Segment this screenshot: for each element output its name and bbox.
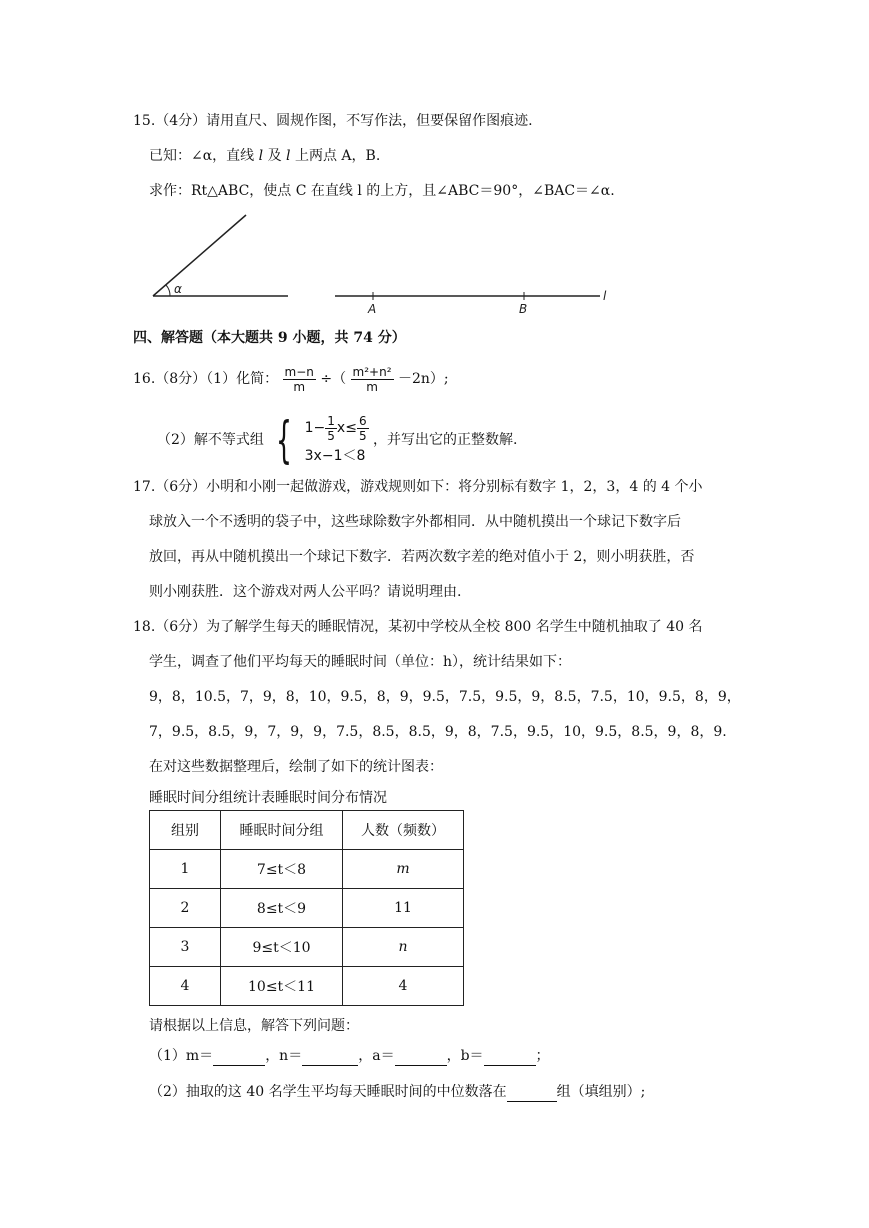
q16-ineq1-rhs xyxy=(357,414,369,443)
q17-line3: 放回，再从中随机摸出一个球记下数字．若两次数字差的绝对值小于 2，则小明获胜，否 xyxy=(149,549,695,565)
table-cell: 11 xyxy=(343,889,464,928)
q16-ineq1-frac-den: 5 xyxy=(327,428,335,443)
q18-sub1-end: ； xyxy=(535,1048,550,1064)
sleep-distribution-table xyxy=(149,810,464,1006)
q16-ineq2: 3x−1＜8 xyxy=(304,448,366,464)
q16-p2-prefix: （2）解不等式组 xyxy=(157,432,264,448)
q18-line5: 在对这些数据整理后，绘制了如下的统计图表： xyxy=(149,759,443,775)
table-cell: 4 xyxy=(343,967,464,1006)
answer-blank-a[interactable] xyxy=(395,1049,447,1066)
q18-sub1-a-label: ，a＝ xyxy=(358,1048,395,1064)
q15-figure xyxy=(140,205,620,320)
table-cell: 7≤t＜8 xyxy=(221,850,343,889)
q16-brace: { xyxy=(276,411,293,469)
q16-p2-tail: ，并写出它的正整数解. xyxy=(373,432,518,448)
q16-part1 xyxy=(133,362,449,396)
table-header: 睡眠时间分组 xyxy=(221,811,343,850)
line-l-label: l xyxy=(603,289,607,303)
q16-ineq1-frac-num: 1 xyxy=(327,413,335,428)
q17-line1: 17.（6分）小明和小刚一起做游戏，游戏规则如下：将分别标有数字 1，2，3，4 的 4 个小 xyxy=(133,479,703,495)
q16-p1-prefix: 16.（8分）（1）化简： xyxy=(133,371,279,387)
q16-ineq1-b: x≤ xyxy=(336,420,357,436)
table-cell: n xyxy=(343,928,464,967)
point-a-label: A xyxy=(368,302,377,316)
section-heading: 四、解答题（本大题共 9 小题，共 74 分） xyxy=(133,330,406,346)
q16-ineq1-frac xyxy=(325,414,337,443)
q15-line1: 15.（4分）请用直尺、圆规作图，不写作法，但要保留作图痕迹. xyxy=(133,113,533,129)
q18-sub1-n-label: ，n＝ xyxy=(265,1048,303,1064)
q18-data-line1: 9，8，10.5，7，9，8，10，9.5，8，9，9.5，7.5，9.5，9，8.5，7.5，10，9.5，8，9， xyxy=(149,689,741,705)
table-cell: 8≤t＜9 xyxy=(221,889,343,928)
table-cell: 3 xyxy=(150,928,221,967)
q18-after-table: 请根据以上信息，解答下列问题： xyxy=(149,1018,359,1034)
q16-frac2-den: m xyxy=(366,379,378,394)
q15-line2-l2: l xyxy=(286,148,291,164)
table-cell: 2 xyxy=(150,889,221,928)
q16-ineq1 xyxy=(305,412,369,444)
q18-sub2 xyxy=(149,1082,645,1102)
table-cell: 10≤t＜11 xyxy=(221,967,343,1006)
angle-ray-upper xyxy=(153,215,246,296)
q16-part2 xyxy=(157,410,517,470)
q18-sub2-post: 组（填组别）; xyxy=(556,1084,646,1100)
q15-line2-pre: 已知：∠α，直线 xyxy=(149,148,259,164)
point-b-label: B xyxy=(519,302,528,316)
table-row xyxy=(150,850,464,889)
q16-frac1-num: m−n xyxy=(284,364,314,379)
q16-frac1-den: m xyxy=(293,379,306,394)
q16-div: ÷（ xyxy=(320,371,347,387)
table-cell: 9≤t＜10 xyxy=(221,928,343,967)
q15-line2-l1: l xyxy=(258,148,264,164)
table-header: 人数（频数） xyxy=(343,811,464,850)
q16-system xyxy=(268,410,368,470)
q16-ineq1-rhs-num: 6 xyxy=(358,413,367,428)
answer-blank-n[interactable] xyxy=(302,1049,358,1066)
q16-tail: －2n）; xyxy=(397,371,449,387)
table-row xyxy=(150,889,464,928)
answer-blank-m[interactable] xyxy=(213,1049,265,1066)
table-cell: 1 xyxy=(150,850,221,889)
answer-blank-median-group[interactable] xyxy=(507,1085,557,1102)
angle-label: α xyxy=(174,282,182,296)
q18-data-line2: 7，9.5，8.5，9，7，9，9，7.5，8.5，8.5，9，8，7.5，9.5，10，9.5，8.5，9，8，9. xyxy=(149,724,727,740)
answer-blank-b[interactable] xyxy=(484,1049,536,1066)
q16-ineq1-a: 1− xyxy=(304,420,326,436)
table-row xyxy=(150,967,464,1006)
angle-arc xyxy=(166,285,170,296)
q16-frac2 xyxy=(351,365,394,394)
q18-line1: 18.（6分）为了解学生每天的睡眠情况，某初中学校从全校 800 名学生中随机抽取了 40 名 xyxy=(133,619,703,635)
table-header: 组别 xyxy=(150,811,221,850)
q18-sub2-pre: （2）抽取的这 40 名学生平均每天睡眠时间的中位数落在 xyxy=(149,1084,507,1100)
q16-frac2-num: m²+n² xyxy=(352,364,392,379)
q15-line3: 求作：Rt△ABC，使点 C 在直线 l 的上方，且∠ABC＝90°，∠BAC＝∠α. xyxy=(149,183,615,199)
q18-sub1 xyxy=(149,1046,550,1066)
q16-frac1 xyxy=(283,365,316,394)
q15-line2-mid: 及 xyxy=(263,148,287,164)
q18-sub1-m-label: （1）m＝ xyxy=(149,1048,214,1064)
q15-line2 xyxy=(149,146,380,166)
q16-ineq1-rhs-den: 5 xyxy=(358,428,367,443)
q17-line4: 则小刚获胜．这个游戏对两人公平吗？请说明理由. xyxy=(149,584,462,600)
table-row xyxy=(150,928,464,967)
q18-sub1-b-label: ，b＝ xyxy=(446,1048,484,1064)
table-cell: m xyxy=(343,850,464,889)
q18-table-caption: 睡眠时间分组统计表睡眠时间分布情况 xyxy=(149,790,387,806)
q15-line2-post: 上两点 A，B. xyxy=(290,148,381,164)
table-cell: 4 xyxy=(150,967,221,1006)
q17-line2: 球放入一个不透明的袋子中，这些球除数字外都相同．从中随机摸出一个球记下数字后 xyxy=(149,514,681,530)
q18-line2: 学生，调查了他们平均每天的睡眠时间（单位：h），统计结果如下： xyxy=(149,654,572,670)
q16-ineqs xyxy=(305,412,369,468)
table-header-row xyxy=(150,811,464,850)
